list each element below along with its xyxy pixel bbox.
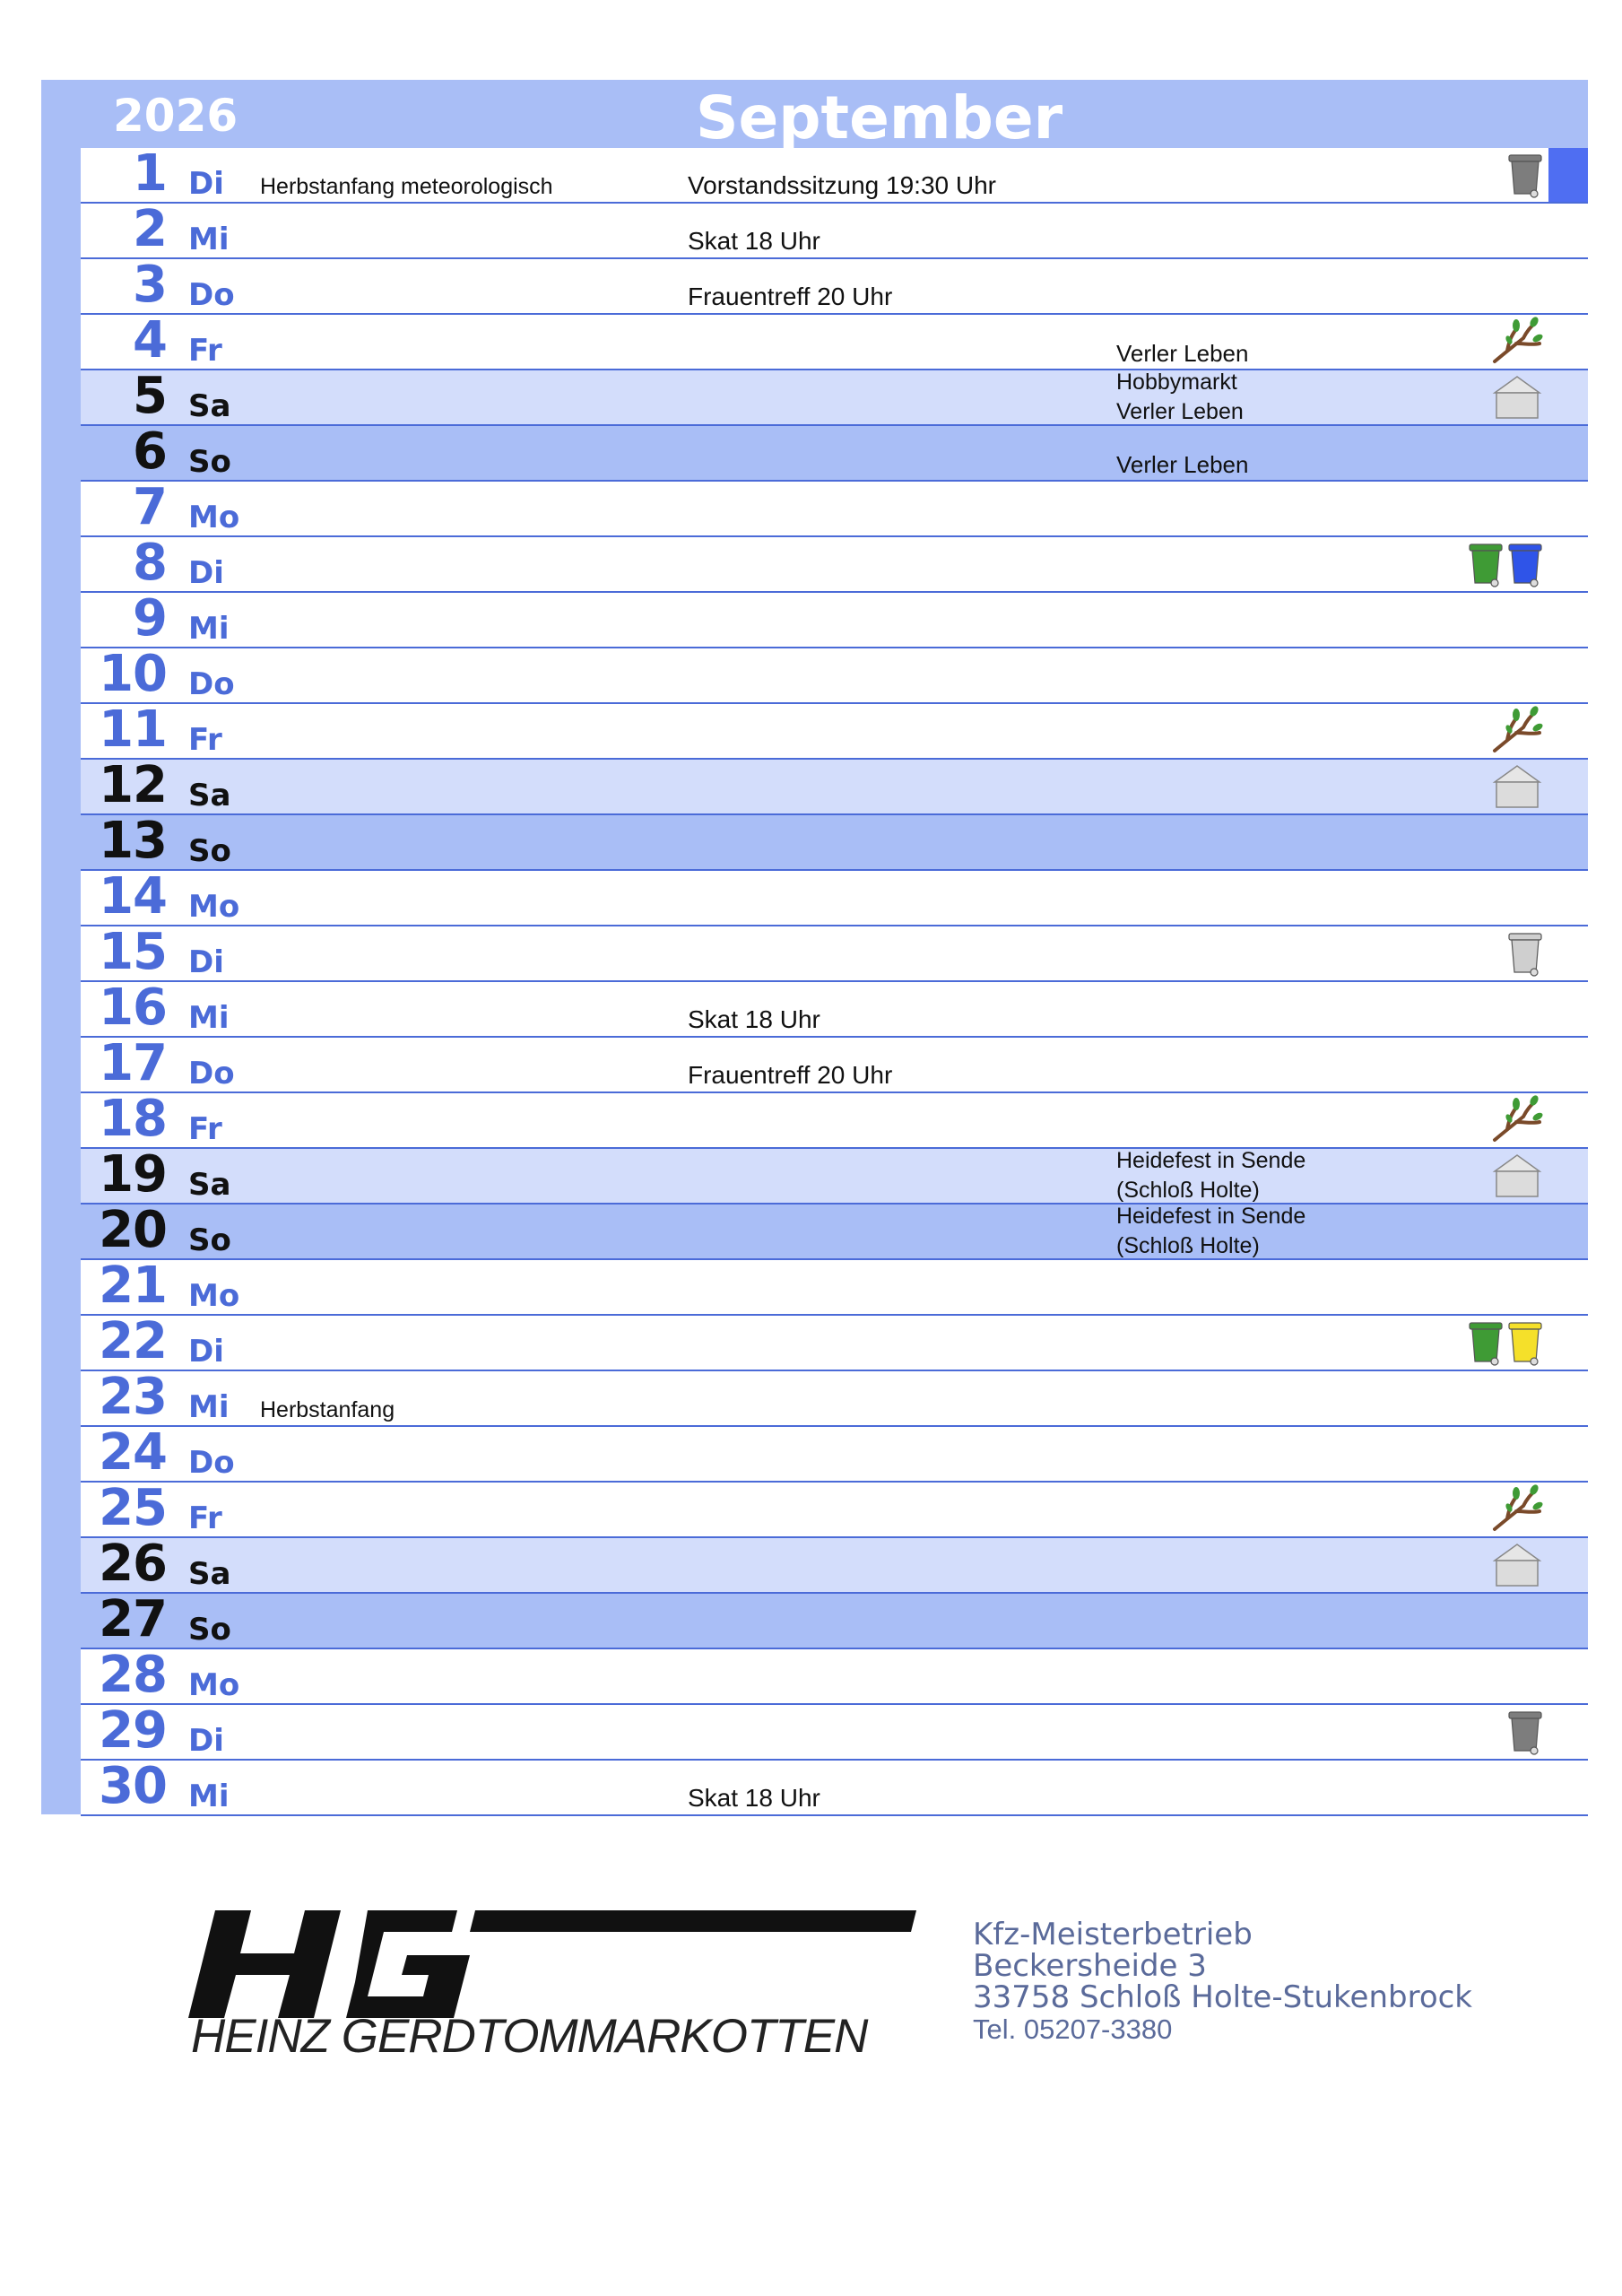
weekday-name: Mi [188,611,230,647]
day-row [81,1535,1588,1594]
day-row [81,1034,1588,1093]
day-row [81,589,1588,648]
day-number: 18 [99,1090,167,1148]
collection-icons [1489,1483,1543,1536]
day-number: 10 [99,645,167,703]
grey-bin-icon [1507,152,1543,198]
house-icon [1491,1152,1543,1200]
weekday-name: Mi [188,1000,230,1036]
day-number: 16 [99,978,167,1037]
collection-icons [1468,1316,1543,1370]
local-event-line: Verler Leben [1116,340,1249,367]
event-text: Frauentreff 20 Uhr [688,1061,893,1089]
house-icon [1491,373,1543,422]
day-number: 3 [133,256,167,314]
day-number: 6 [133,422,167,481]
day-number: 22 [99,1312,167,1370]
collection-icons [1489,315,1543,369]
day-number: 8 [133,534,167,592]
branch-icon [1489,706,1543,756]
day-row [81,1646,1588,1705]
local-event-text [1116,340,1248,368]
green-bin-icon [1468,1319,1504,1366]
local-event-line: Hobbymarkt [1116,370,1237,395]
grey-bin-icon [1507,1709,1543,1755]
local-event-line: Heidefest in Sende [1116,1204,1306,1229]
day-number: 9 [133,589,167,648]
branch-icon [1489,1095,1543,1145]
local-event-text [1116,1146,1305,1205]
local-event-text [1116,368,1244,427]
today-marker [1548,148,1588,202]
weekday-name: Di [188,944,224,980]
day-row [81,812,1588,871]
local-event-line: Verler Leben [1116,451,1249,478]
weekday-name: Mi [188,1389,230,1425]
collection-icons [1491,760,1543,813]
day-row [81,645,1588,704]
weekday-name: Mo [188,1667,240,1703]
weekday-name: Do [188,1445,235,1481]
day-row [81,700,1588,760]
weekday-name: So [188,833,231,869]
branch-icon [1489,317,1543,367]
weekday-name: Di [188,166,224,202]
local-event-line: (Schloß Holte) [1116,1178,1260,1203]
day-number: 14 [99,867,167,926]
day-row [81,1090,1588,1149]
local-event-line: Heidefest in Sende [1116,1148,1306,1173]
collection-icons [1468,537,1543,591]
day-number: 23 [99,1368,167,1426]
weekday-name: Mi [188,222,230,257]
weekday-name: So [188,444,231,480]
weekday-name: Fr [188,722,222,758]
local-event-text [1116,1202,1305,1261]
day-number: 1 [133,144,167,203]
day-row [81,144,1588,204]
event-text: Skat 18 Uhr [688,227,820,255]
address-line-phone: Tel. 05207-3380 [973,2013,1173,2045]
day-row [81,200,1588,259]
day-row [81,1145,1588,1205]
collection-icons [1491,1538,1543,1592]
weekday-name: Mo [188,1278,240,1314]
logo-initials: HG [188,1901,190,1902]
blue-bin-icon [1507,541,1543,587]
day-row [81,256,1588,315]
day-number: 27 [99,1590,167,1648]
day-number: 26 [99,1535,167,1593]
weekday-name: Fr [188,333,222,369]
day-number: 11 [99,700,167,759]
day-number: 21 [99,1257,167,1315]
day-row [81,1201,1588,1260]
day-row [81,478,1588,537]
weekday-name: Mo [188,889,240,925]
day-number: 29 [99,1701,167,1760]
holiday-label: Herbstanfang meteorologisch [260,174,553,199]
house-icon [1491,762,1543,811]
green-bin-icon [1468,541,1504,587]
weekday-name: Fr [188,1111,222,1147]
weekday-name: Sa [188,1167,231,1203]
weekday-name: Do [188,277,235,313]
address-line-city: 33758 Schloß Holte-Stukenbrock [973,1979,1472,2015]
weekday-name: Mo [188,500,240,535]
address-line-street: Beckersheide 3 [973,1948,1207,1984]
footer [0,1883,1622,2117]
weekday-name: Di [188,1723,224,1759]
weekday-name: Do [188,1056,235,1091]
day-number: 17 [99,1034,167,1092]
local-event-line: (Schloß Holte) [1116,1233,1260,1258]
day-number: 24 [99,1423,167,1482]
day-row [81,1257,1588,1316]
day-number: 12 [99,756,167,814]
day-row [81,756,1588,815]
day-row [81,923,1588,982]
event-text: Frauentreff 20 Uhr [688,283,893,310]
weekday-name: Di [188,555,224,591]
collection-icons [1489,704,1543,758]
day-list [81,144,1588,1816]
day-row [81,422,1588,482]
year-label: 2026 [113,90,239,142]
day-row [81,1701,1588,1761]
collection-icons [1489,1093,1543,1147]
day-row [81,1479,1588,1538]
company-address [973,1919,1472,2045]
day-row [81,1312,1588,1371]
day-number: 28 [99,1646,167,1704]
day-number: 25 [99,1479,167,1537]
weekday-name: So [188,1222,231,1258]
day-number: 13 [99,812,167,870]
day-row [81,1423,1588,1483]
holiday-label: Herbstanfang [260,1397,395,1422]
yellow-bin-icon [1507,1319,1543,1366]
weekday-name: Mi [188,1779,230,1814]
day-row [81,1757,1588,1816]
local-event-text [1116,451,1248,479]
day-number: 7 [133,478,167,536]
left-sidebar-strip [41,148,81,1814]
day-number: 20 [99,1201,167,1259]
collection-icons [1507,1705,1543,1759]
branch-icon [1489,1484,1543,1535]
event-text: Skat 18 Uhr [688,1784,820,1812]
collection-icons [1507,926,1543,980]
house-icon [1491,1541,1543,1589]
weekday-name: Di [188,1334,224,1370]
weekday-name: Fr [188,1500,222,1536]
calendar-header [41,80,1588,152]
weekday-name: So [188,1612,231,1648]
address-line-business: Kfz-Meisterbetrieb [973,1917,1253,1952]
day-row [81,978,1588,1038]
day-row [81,1368,1588,1427]
weekday-name: Sa [188,388,231,424]
weekday-name: Sa [188,1556,231,1592]
weekday-name: Sa [188,778,231,813]
day-number: 19 [99,1145,167,1204]
day-row [81,311,1588,370]
weekday-name: Do [188,666,235,702]
event-text: Vorstandssitzung 19:30 Uhr [688,171,996,199]
day-number: 15 [99,923,167,981]
day-number: 5 [133,367,167,425]
day-row [81,367,1588,426]
day-number: 2 [133,200,167,258]
company-name: HEINZ GERDTOMMARKOTTEN [191,2010,868,2063]
collection-icons [1491,370,1543,424]
collection-icons [1491,1149,1543,1203]
month-title: September [696,83,1063,152]
day-row [81,1590,1588,1649]
day-row [81,534,1588,593]
collection-icons [1507,148,1543,202]
light-grey-bin-icon [1507,930,1543,977]
day-number: 30 [99,1757,167,1815]
event-text: Skat 18 Uhr [688,1005,820,1033]
day-number: 4 [133,311,167,370]
day-row [81,867,1588,926]
local-event-line: Verler Leben [1116,399,1244,424]
